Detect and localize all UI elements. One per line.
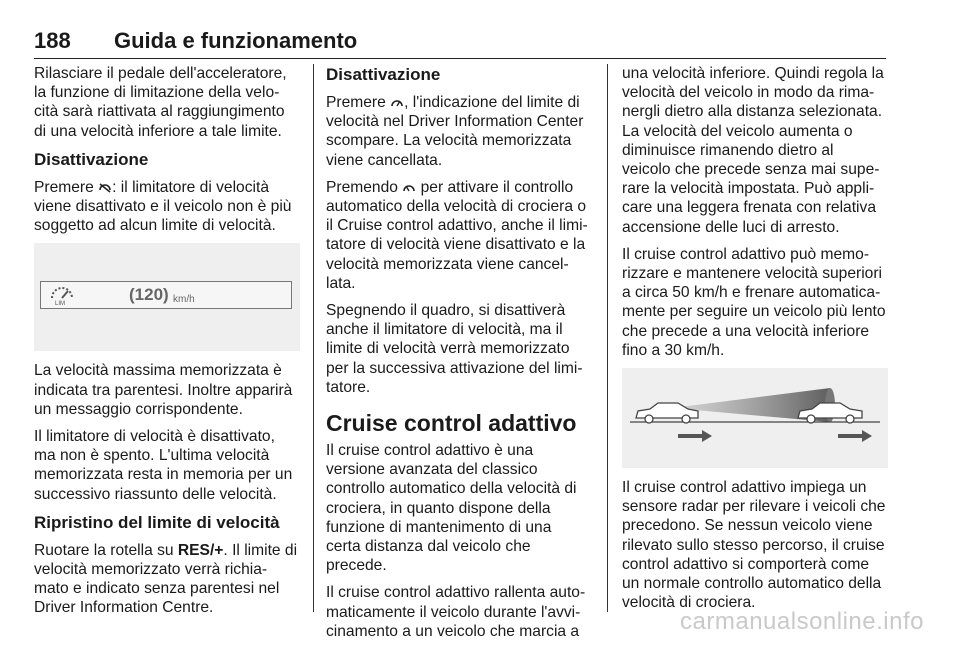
- section-heading-cruise: Cruise control adattivo: [326, 410, 577, 437]
- limit-unit: km/h: [173, 294, 195, 306]
- speed-limiter-off-icon: [98, 181, 112, 194]
- paragraph-speed-adjust: una velocità inferiore. Quindi regola la velocità del veicolo in modo da rima- nergli dietro alla distanza selezionata. La velocità del veicolo aumenta o diminuisce rimanendo dietro al veicolo che precede senza mai supe- rare la velocità impostata. Può appli- care una leggera frenata con relativa accensione delle luci di arresto.: [622, 65, 884, 236]
- speed-limiter-icon: [47, 284, 77, 306]
- page-header: [34, 28, 886, 59]
- paragraph-ignition-off: Spegnendo il quadro, si disattiverà anche il limitatore di velocità, ma il limite di velocità verrà memorizzato per la successiva attivazione del limi- tatore.: [326, 302, 583, 396]
- paragraph-cruise-intro: Il cruise control adattivo è una versione avanzata del classico controllo automatico della velocità di crociera, in quanto dispone della funzione di mantenimento di una certa distanza dal veicolo che precede.: [326, 442, 577, 575]
- paragraph-speed-range: Il cruise control adattivo può memo- rizzare e mantenere velocità superiori a circa 50 km/h e frenare automatica- mente per seguire un veicolo più lento che precede a una velocità inferiore fino a 30 km/h.: [622, 245, 886, 359]
- speed-limiter-display-figure: [34, 243, 300, 351]
- column-divider: [607, 64, 608, 612]
- paragraph-limiter: Il limitatore di velocità è disattivato, ma non è spento. L'ultima velocità memorizzata resta in memoria per un successivo riassunto delle velocità.: [34, 428, 293, 503]
- paragraph-cruise-slowdown: Il cruise control adattivo rallenta auto- maticamente il veicolo durante l'avvi- cinamento a un veicolo che marcia a: [326, 584, 586, 640]
- paragraph-restore: Ruotare la rotella su RES/+. Il limite di velocità memorizzato verrà richia- mato e indicato senza parentesi nel Driver Information Centre.: [34, 541, 298, 617]
- paragraph-intro: Rilasciare il pedale dell'acceleratore, la funzione di limitazione della velo- cità sarà riattivata al raggiungimento di una velocità inferiore a tale limite.: [34, 65, 287, 140]
- radar-illustration: [622, 368, 888, 468]
- svg-text:LIM: LIM: [55, 301, 66, 307]
- section-heading: Ripristino del limite di velocità: [34, 512, 280, 532]
- radar-diagram: [622, 368, 888, 468]
- section-heading: Disattivazione: [34, 149, 149, 169]
- column-divider: [313, 64, 314, 612]
- direction-arrow-icon: [678, 430, 712, 442]
- column-1: [34, 64, 300, 626]
- direction-arrow-icon: [838, 430, 872, 442]
- speed-limiter-display: [40, 281, 292, 309]
- paragraph-radar: Il cruise control adattivo impiega un sensore radar per rilevare i veicoli che precedono. Se nessun veicolo viene rilevato sullo stesso percorso, il cruise control adattivo si comporterà come un normale controllo automatico della velocità di crociera.: [622, 479, 886, 612]
- column-3: [622, 64, 888, 620]
- speed-limiter-icon: [390, 96, 404, 109]
- paragraph-deactivation: Premere : il limitatore di velocità viene disattivato e il veicolo non è più soggetto ad alcun limite di velocità.: [34, 178, 292, 235]
- paragraph-cruise-activation: Premendo per attivare il controllo automatico della velocità di crociera o il Cruise control adattivo, anche il limi- tatore di velocità viene disattivato e la velocità memorizzata viene cancel- lata.: [326, 178, 588, 292]
- page-title: Guida e funzionamento: [114, 28, 358, 53]
- paragraph-deactivate-press: Premere , l'indicazione del limite di velocità nel Driver Information Center scompare. La velocità memorizzata viene cancellata.: [326, 94, 584, 169]
- cruise-control-icon: [402, 181, 416, 194]
- watermark: carmanualsonline.info: [680, 608, 924, 635]
- limit-value: (120): [129, 285, 169, 305]
- section-heading: Disattivazione: [326, 65, 441, 84]
- paragraph-memory: La velocità massima memorizzata è indicata tra parentesi. Inoltre apparirà un messaggio corrispondente.: [34, 362, 293, 418]
- page-number: 188: [34, 28, 71, 53]
- column-2: [326, 64, 592, 649]
